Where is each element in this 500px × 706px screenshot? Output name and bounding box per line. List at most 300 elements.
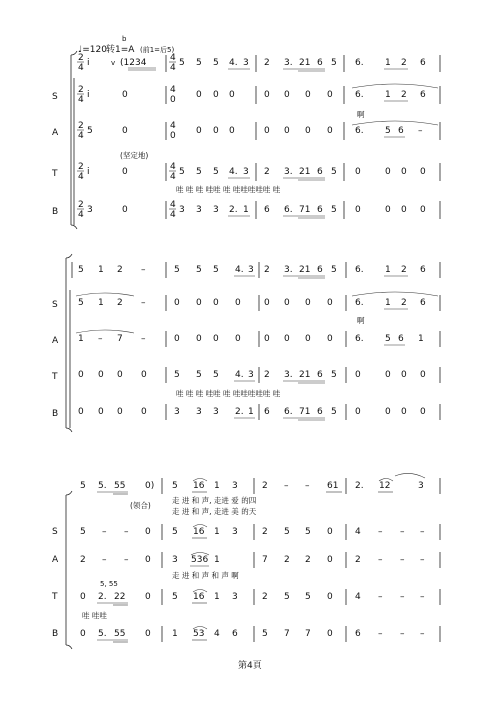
- svg-text:1: 1: [214, 555, 220, 565]
- tempo-mark: ♩=120: [78, 45, 107, 55]
- svg-text:5: 5: [331, 407, 337, 417]
- svg-text:2: 2: [284, 555, 290, 565]
- svg-text:7: 7: [262, 555, 268, 565]
- svg-text:0: 0: [401, 370, 407, 380]
- svg-text:6: 6: [317, 205, 323, 215]
- svg-text:5: 5: [331, 205, 337, 215]
- svg-text:0: 0: [327, 126, 333, 136]
- svg-text:A: A: [52, 336, 59, 346]
- svg-text:啊: 啊: [357, 316, 365, 325]
- svg-text:–: –: [124, 527, 129, 537]
- svg-text:5: 5: [196, 370, 202, 380]
- svg-text:4: 4: [170, 172, 176, 182]
- svg-text:6: 6: [420, 265, 426, 275]
- svg-text:6: 6: [355, 629, 361, 639]
- svg-text:5: 5: [213, 58, 219, 68]
- svg-text:6: 6: [317, 265, 323, 275]
- system3-melody-staff: [80, 473, 440, 516]
- svg-text:3: 3: [232, 592, 238, 602]
- svg-text:2.: 2.: [235, 407, 244, 417]
- svg-text:5: 5: [284, 527, 290, 537]
- system2-melody-staff: [72, 262, 440, 278]
- svg-text:7: 7: [305, 629, 311, 639]
- svg-text:0: 0: [264, 334, 270, 344]
- voice-label-a: A: [52, 128, 59, 138]
- svg-text:–: –: [141, 334, 146, 344]
- svg-text:T: T: [52, 372, 58, 382]
- svg-text:i: i: [87, 90, 90, 100]
- svg-text:3: 3: [232, 527, 238, 537]
- system2-soprano-staff: [52, 292, 440, 325]
- svg-text:6.: 6.: [355, 334, 364, 344]
- svg-text:71: 71: [299, 407, 311, 417]
- svg-text:0: 0: [355, 167, 361, 177]
- svg-text:5.: 5.: [98, 629, 107, 639]
- svg-text:5: 5: [80, 527, 86, 537]
- svg-text:2: 2: [305, 555, 311, 565]
- system3-soprano-staff: [52, 524, 440, 540]
- svg-text:0: 0: [229, 90, 235, 100]
- svg-text:0: 0: [80, 592, 86, 602]
- svg-text:0: 0: [305, 334, 311, 344]
- svg-text:3: 3: [243, 167, 249, 177]
- system1-bass-staff: [52, 200, 440, 220]
- svg-text:6: 6: [317, 58, 323, 68]
- key-change-note: (前1=后5): [140, 46, 175, 54]
- svg-text:4: 4: [355, 592, 361, 602]
- svg-text:6: 6: [264, 205, 270, 215]
- svg-text:5: 5: [174, 370, 180, 380]
- svg-text:0: 0: [385, 407, 391, 417]
- svg-text:0: 0: [213, 334, 219, 344]
- svg-text:0: 0: [305, 90, 311, 100]
- svg-text:0: 0: [355, 407, 361, 417]
- svg-text:0: 0: [264, 298, 270, 308]
- svg-text:2: 2: [401, 265, 407, 275]
- svg-text:0: 0: [284, 298, 290, 308]
- svg-text:3.: 3.: [284, 370, 293, 380]
- svg-text:3: 3: [248, 370, 254, 380]
- system2-bracket: [66, 254, 72, 432]
- svg-text:–: –: [420, 527, 425, 537]
- svg-text:5: 5: [80, 481, 86, 491]
- svg-text:4: 4: [78, 95, 84, 105]
- svg-text:0: 0: [327, 334, 333, 344]
- svg-text:5: 5: [78, 298, 84, 308]
- svg-text:2: 2: [262, 527, 268, 537]
- system1-soprano-staff: [52, 84, 440, 119]
- svg-text:2: 2: [262, 481, 268, 491]
- voice-label-b: B: [52, 207, 59, 217]
- svg-text:0: 0: [385, 205, 391, 215]
- svg-text:4: 4: [78, 63, 84, 73]
- svg-text:0: 0: [235, 334, 241, 344]
- svg-text:3.: 3.: [284, 167, 293, 177]
- svg-text:1: 1: [385, 298, 391, 308]
- system2-tenor-staff: [51, 367, 440, 398]
- svg-text:0: 0: [174, 298, 180, 308]
- svg-text:2: 2: [78, 121, 84, 131]
- svg-text:5: 5: [385, 126, 391, 136]
- svg-text:走 进 和 声, 走进 美 的天: 走 进 和 声, 走进 美 的天: [172, 507, 257, 516]
- svg-text:0: 0: [355, 370, 361, 380]
- svg-text:2.: 2.: [229, 205, 238, 215]
- svg-text:–: –: [378, 527, 383, 537]
- svg-text:2: 2: [264, 265, 270, 275]
- svg-text:啊: 啊: [357, 110, 365, 119]
- svg-text:0: 0: [122, 90, 128, 100]
- svg-text:0: 0: [170, 95, 176, 105]
- svg-text:2: 2: [117, 265, 123, 275]
- svg-text:4.: 4.: [229, 167, 238, 177]
- svg-text:3: 3: [418, 481, 424, 491]
- svg-text:3: 3: [172, 555, 178, 565]
- svg-text:2.: 2.: [98, 592, 107, 602]
- svg-text:1: 1: [78, 334, 84, 344]
- system1-alto-staff: [52, 121, 440, 160]
- svg-text:3: 3: [232, 481, 238, 491]
- svg-text:–: –: [378, 592, 383, 602]
- svg-text:0: 0: [305, 298, 311, 308]
- svg-text:5: 5: [331, 265, 337, 275]
- svg-text:哇 哇 哇 哇哇 哇 哇哇哇哇哇 哇: 哇 哇 哇 哇哇 哇 哇哇哇哇哇 哇: [176, 389, 281, 398]
- svg-text:5: 5: [305, 592, 311, 602]
- svg-text:0: 0: [141, 370, 147, 380]
- svg-text:–: –: [98, 334, 103, 344]
- svg-text:0: 0: [229, 126, 235, 136]
- svg-text:5: 5: [284, 592, 290, 602]
- svg-text:6.: 6.: [355, 58, 364, 68]
- svg-text:61: 61: [327, 481, 339, 491]
- svg-text:4: 4: [78, 172, 84, 182]
- svg-text:0: 0: [327, 527, 333, 537]
- svg-text:0: 0: [284, 334, 290, 344]
- svg-text:0: 0: [420, 407, 426, 417]
- svg-text:4: 4: [170, 210, 176, 220]
- svg-text:5: 5: [213, 265, 219, 275]
- svg-text:0: 0: [145, 629, 151, 639]
- svg-text:21: 21: [299, 58, 311, 68]
- svg-text:7: 7: [117, 334, 123, 344]
- svg-text:B: B: [52, 629, 59, 639]
- svg-text:4: 4: [170, 200, 176, 210]
- system1-melody-staff: [77, 53, 440, 73]
- svg-text:1: 1: [418, 334, 424, 344]
- svg-text:6.: 6.: [284, 407, 293, 417]
- svg-text:i: i: [87, 167, 90, 177]
- svg-text:5, 55: 5, 55: [100, 580, 118, 588]
- svg-text:0: 0: [213, 126, 219, 136]
- breath-mark: v: [111, 59, 116, 67]
- svg-text:走 进 和 声, 走进 爱 的四: 走 进 和 声, 走进 爱 的四: [172, 496, 257, 505]
- svg-text:0: 0: [327, 90, 333, 100]
- svg-text:1: 1: [214, 481, 220, 491]
- svg-text:–: –: [400, 629, 405, 639]
- svg-text:21: 21: [299, 167, 311, 177]
- svg-text:1: 1: [385, 58, 391, 68]
- svg-text:0: 0: [401, 205, 407, 215]
- svg-text:0: 0: [122, 167, 128, 177]
- svg-text:16: 16: [193, 481, 205, 491]
- svg-text:0): 0): [145, 481, 155, 491]
- svg-text:2.: 2.: [355, 481, 364, 491]
- svg-text:1: 1: [214, 592, 220, 602]
- svg-text:4: 4: [214, 629, 220, 639]
- svg-text:1: 1: [98, 298, 104, 308]
- svg-text:0: 0: [327, 629, 333, 639]
- svg-text:1: 1: [98, 265, 104, 275]
- svg-text:5: 5: [385, 334, 391, 344]
- svg-text:536: 536: [191, 555, 209, 565]
- svg-text:5: 5: [174, 265, 180, 275]
- svg-text:6.: 6.: [355, 126, 364, 136]
- svg-text:5: 5: [331, 167, 337, 177]
- svg-text:2: 2: [401, 298, 407, 308]
- svg-text:71: 71: [299, 205, 311, 215]
- svg-text:–: –: [400, 527, 405, 537]
- svg-text:0: 0: [117, 370, 123, 380]
- svg-text:5: 5: [262, 629, 268, 639]
- svg-text:3: 3: [196, 205, 202, 215]
- svg-text:–: –: [378, 555, 383, 565]
- svg-text:3: 3: [179, 205, 185, 215]
- svg-text:4: 4: [170, 85, 176, 95]
- svg-text:0: 0: [145, 592, 151, 602]
- svg-text:3: 3: [87, 205, 93, 215]
- svg-text:i: i: [87, 58, 90, 68]
- svg-text:5: 5: [196, 265, 202, 275]
- page-footer: 第4頁: [238, 661, 262, 671]
- svg-text:0: 0: [174, 334, 180, 344]
- lead-in-label: (领合): [130, 501, 151, 510]
- svg-text:6.: 6.: [355, 90, 364, 100]
- svg-text:哇 哇 哇 哇哇 哇 哇哇哇哇哇 哇: 哇 哇 哇 哇哇 哇 哇哇哇哇哇 哇: [176, 185, 281, 194]
- svg-text:1: 1: [214, 527, 220, 537]
- svg-text:0: 0: [385, 167, 391, 177]
- svg-text:7: 7: [284, 629, 290, 639]
- svg-text:3.: 3.: [284, 265, 293, 275]
- svg-text:2: 2: [401, 90, 407, 100]
- svg-text:5: 5: [172, 527, 178, 537]
- svg-text:2: 2: [78, 53, 84, 63]
- system2-bass-staff: [52, 404, 440, 420]
- svg-text:1: 1: [172, 629, 178, 639]
- svg-text:16: 16: [193, 592, 205, 602]
- svg-text:0: 0: [98, 370, 104, 380]
- svg-text:6: 6: [398, 334, 404, 344]
- svg-text:12: 12: [379, 481, 391, 491]
- svg-text:0: 0: [264, 126, 270, 136]
- svg-text:6.: 6.: [284, 205, 293, 215]
- svg-text:0: 0: [117, 407, 123, 417]
- key-change: 转1=A: [106, 45, 135, 55]
- svg-text:0: 0: [170, 131, 176, 141]
- svg-text:S: S: [52, 527, 58, 537]
- svg-text:–: –: [141, 298, 146, 308]
- system1-bracket: [71, 51, 77, 229]
- svg-text:2: 2: [401, 58, 407, 68]
- svg-text:6: 6: [232, 629, 238, 639]
- svg-text:2: 2: [78, 162, 84, 172]
- svg-text:–: –: [420, 629, 425, 639]
- svg-text:–: –: [305, 481, 310, 491]
- svg-text:0: 0: [196, 90, 202, 100]
- svg-text:0: 0: [264, 90, 270, 100]
- svg-text:–: –: [378, 629, 383, 639]
- voice-label-s: S: [52, 92, 58, 102]
- svg-text:0: 0: [305, 126, 311, 136]
- svg-text:3: 3: [243, 58, 249, 68]
- svg-text:21: 21: [299, 265, 311, 275]
- svg-text:5: 5: [331, 58, 337, 68]
- svg-text:4: 4: [355, 527, 361, 537]
- svg-text:21: 21: [299, 370, 311, 380]
- parenthetical-intro: (1234: [120, 58, 147, 68]
- svg-text:0: 0: [141, 407, 147, 417]
- svg-text:0: 0: [145, 555, 151, 565]
- svg-text:0: 0: [355, 205, 361, 215]
- svg-text:3: 3: [174, 407, 180, 417]
- svg-text:1: 1: [243, 205, 249, 215]
- svg-text:22: 22: [114, 592, 126, 602]
- svg-text:0: 0: [420, 370, 426, 380]
- svg-text:0: 0: [284, 126, 290, 136]
- svg-text:1: 1: [248, 407, 254, 417]
- svg-text:0: 0: [122, 126, 128, 136]
- system3-alto-staff: [52, 552, 440, 580]
- svg-text:–: –: [284, 481, 289, 491]
- svg-text:–: –: [141, 265, 146, 275]
- svg-text:6.: 6.: [355, 265, 364, 275]
- svg-text:0: 0: [213, 90, 219, 100]
- svg-text:4.: 4.: [235, 265, 244, 275]
- svg-text:0: 0: [213, 298, 219, 308]
- svg-text:0: 0: [327, 592, 333, 602]
- svg-text:–: –: [420, 555, 425, 565]
- svg-text:3: 3: [196, 407, 202, 417]
- svg-text:2: 2: [117, 298, 123, 308]
- svg-text:6: 6: [420, 298, 426, 308]
- svg-text:0: 0: [401, 167, 407, 177]
- svg-text:–: –: [102, 527, 107, 537]
- svg-text:0: 0: [196, 298, 202, 308]
- svg-text:0: 0: [401, 407, 407, 417]
- svg-text:2: 2: [262, 592, 268, 602]
- system2-alto-staff: [52, 330, 440, 347]
- instruction-text: (坚定地): [120, 151, 149, 160]
- svg-text:–: –: [420, 592, 425, 602]
- svg-text:4: 4: [170, 162, 176, 172]
- svg-text:0: 0: [235, 298, 241, 308]
- svg-text:5: 5: [172, 592, 178, 602]
- svg-text:哇 哇哇: 哇 哇哇: [82, 611, 107, 620]
- svg-text:3: 3: [248, 265, 254, 275]
- svg-text:0: 0: [196, 126, 202, 136]
- svg-text:5.: 5.: [98, 481, 107, 491]
- svg-text:5: 5: [172, 481, 178, 491]
- svg-text:4: 4: [78, 131, 84, 141]
- svg-text:5: 5: [213, 370, 219, 380]
- svg-text:4: 4: [170, 63, 176, 73]
- svg-text:0: 0: [420, 205, 426, 215]
- svg-text:2: 2: [264, 167, 270, 177]
- svg-text:–: –: [418, 126, 423, 136]
- svg-text:–: –: [400, 592, 405, 602]
- svg-text:5: 5: [78, 265, 84, 275]
- svg-text:–: –: [400, 555, 405, 565]
- svg-text:0: 0: [327, 298, 333, 308]
- svg-text:走 进 和 声 和 声 啊: 走 进 和 声 和 声 啊: [172, 571, 239, 580]
- system3-bracket: [66, 491, 72, 649]
- svg-text:–: –: [102, 555, 107, 565]
- svg-text:6: 6: [317, 407, 323, 417]
- svg-text:3.: 3.: [284, 58, 293, 68]
- svg-text:T: T: [52, 592, 58, 602]
- svg-text:2: 2: [264, 58, 270, 68]
- svg-text:2: 2: [80, 555, 86, 565]
- voice-label-t: T: [52, 169, 58, 179]
- svg-text:5: 5: [179, 167, 185, 177]
- svg-text:5: 5: [331, 370, 337, 380]
- svg-text:4.: 4.: [235, 370, 244, 380]
- svg-text:55: 55: [114, 629, 126, 639]
- svg-text:5: 5: [196, 167, 202, 177]
- svg-text:6: 6: [420, 58, 426, 68]
- svg-text:3: 3: [213, 205, 219, 215]
- svg-text:5: 5: [305, 527, 311, 537]
- flat-mark: b: [122, 35, 127, 43]
- svg-text:6: 6: [398, 126, 404, 136]
- svg-text:6: 6: [317, 167, 323, 177]
- svg-text:2: 2: [264, 370, 270, 380]
- svg-text:0: 0: [145, 527, 151, 537]
- svg-text:55: 55: [114, 481, 126, 491]
- svg-text:5: 5: [196, 58, 202, 68]
- svg-text:4: 4: [170, 121, 176, 131]
- svg-text:6.: 6.: [355, 298, 364, 308]
- svg-text:1: 1: [385, 265, 391, 275]
- svg-text:2: 2: [355, 555, 361, 565]
- svg-text:0: 0: [80, 629, 86, 639]
- system3-tenor-staff: [51, 580, 440, 620]
- svg-text:4: 4: [170, 53, 176, 63]
- svg-text:0: 0: [98, 407, 104, 417]
- svg-text:0: 0: [284, 90, 290, 100]
- svg-text:B: B: [52, 409, 59, 419]
- svg-text:6: 6: [420, 90, 426, 100]
- svg-text:3: 3: [213, 407, 219, 417]
- svg-text:0: 0: [420, 167, 426, 177]
- svg-text:5: 5: [179, 58, 185, 68]
- system1-tenor-staff: [51, 162, 440, 194]
- svg-text:0: 0: [385, 370, 391, 380]
- svg-text:A: A: [52, 555, 59, 565]
- svg-text:4: 4: [78, 210, 84, 220]
- svg-text:2: 2: [78, 85, 84, 95]
- system3-bass-staff: [52, 626, 440, 642]
- svg-text:5: 5: [87, 126, 93, 136]
- svg-text:6: 6: [317, 370, 323, 380]
- svg-text:6: 6: [264, 407, 270, 417]
- svg-text:S: S: [52, 300, 58, 310]
- svg-text:16: 16: [193, 527, 205, 537]
- svg-text:5: 5: [213, 167, 219, 177]
- svg-text:0: 0: [78, 407, 84, 417]
- svg-text:–: –: [124, 555, 129, 565]
- svg-text:2: 2: [78, 200, 84, 210]
- svg-text:0: 0: [78, 370, 84, 380]
- svg-text:0: 0: [196, 334, 202, 344]
